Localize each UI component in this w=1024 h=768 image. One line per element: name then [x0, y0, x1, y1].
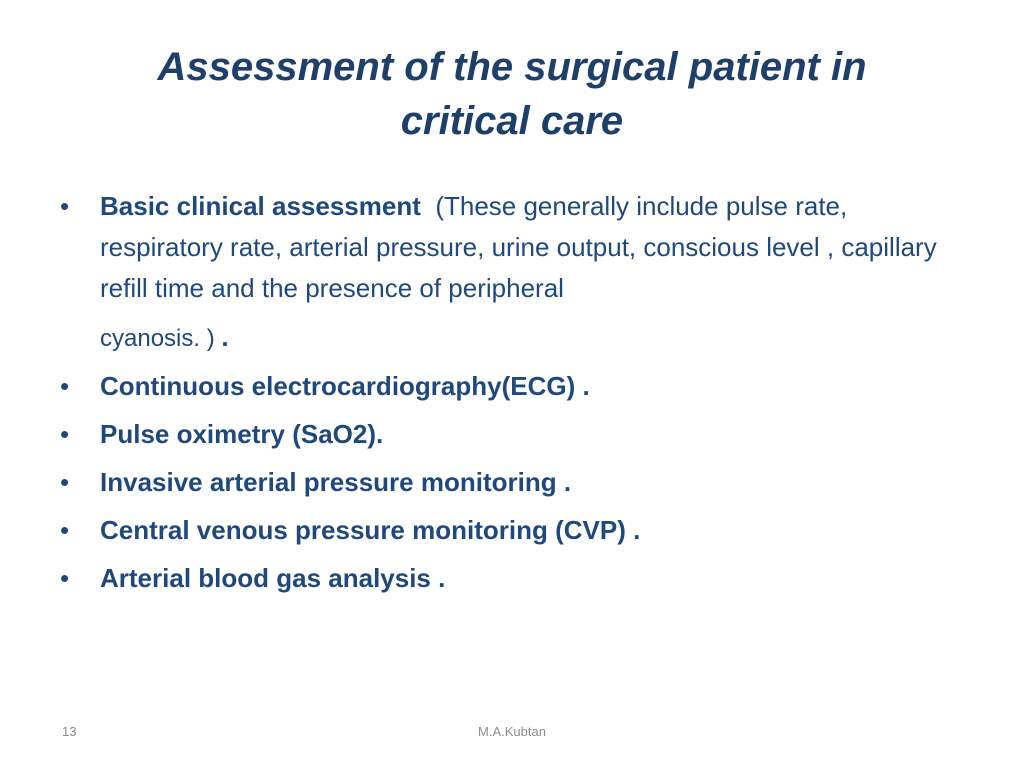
bullet-list	[60, 186, 970, 606]
bullet-item-abg	[60, 558, 970, 599]
footer-author: M.A.Kubtan	[478, 724, 546, 739]
bullet-item-ecg	[60, 366, 970, 407]
bullet-heading: Continuous electrocardiography(ECG) .	[100, 371, 590, 401]
bullet-item-pulse-oximetry	[60, 414, 970, 455]
bullet-description-last: cyanosis. )	[100, 325, 215, 352]
bullet-icon: •	[60, 515, 70, 545]
bullet-description-end	[100, 317, 970, 359]
bullet-item-cvp	[60, 510, 970, 551]
bullet-heading: Arterial blood gas analysis .	[100, 563, 446, 593]
slide-title-line-1: Assessment of the surgical patient in	[157, 45, 867, 89]
bullet-icon: •	[60, 563, 70, 593]
bullet-icon: •	[60, 191, 70, 221]
slide-title	[60, 40, 964, 148]
bullet-period: .	[221, 322, 229, 352]
bullet-icon: •	[60, 371, 70, 401]
bullet-heading: Pulse oximetry (SaO2).	[100, 419, 384, 449]
bullet-icon: •	[60, 467, 70, 497]
slide-title-line-2: critical care	[400, 99, 624, 143]
bullet-item-basic-assessment	[60, 186, 970, 359]
bullet-heading: Basic clinical assessment	[100, 191, 421, 221]
page-number: 13	[62, 724, 77, 739]
bullet-heading: Invasive arterial pressure monitoring .	[100, 467, 572, 497]
bullet-icon: •	[60, 419, 70, 449]
bullet-heading: Central venous pressure monitoring (CVP) .	[100, 515, 641, 545]
bullet-description: (These generally include pulse rate, respiratory rate, arterial pressure, urine output, conscious level , capillary refill time and the presence of peripheral	[100, 191, 937, 303]
bullet-item-invasive-arterial	[60, 462, 970, 503]
